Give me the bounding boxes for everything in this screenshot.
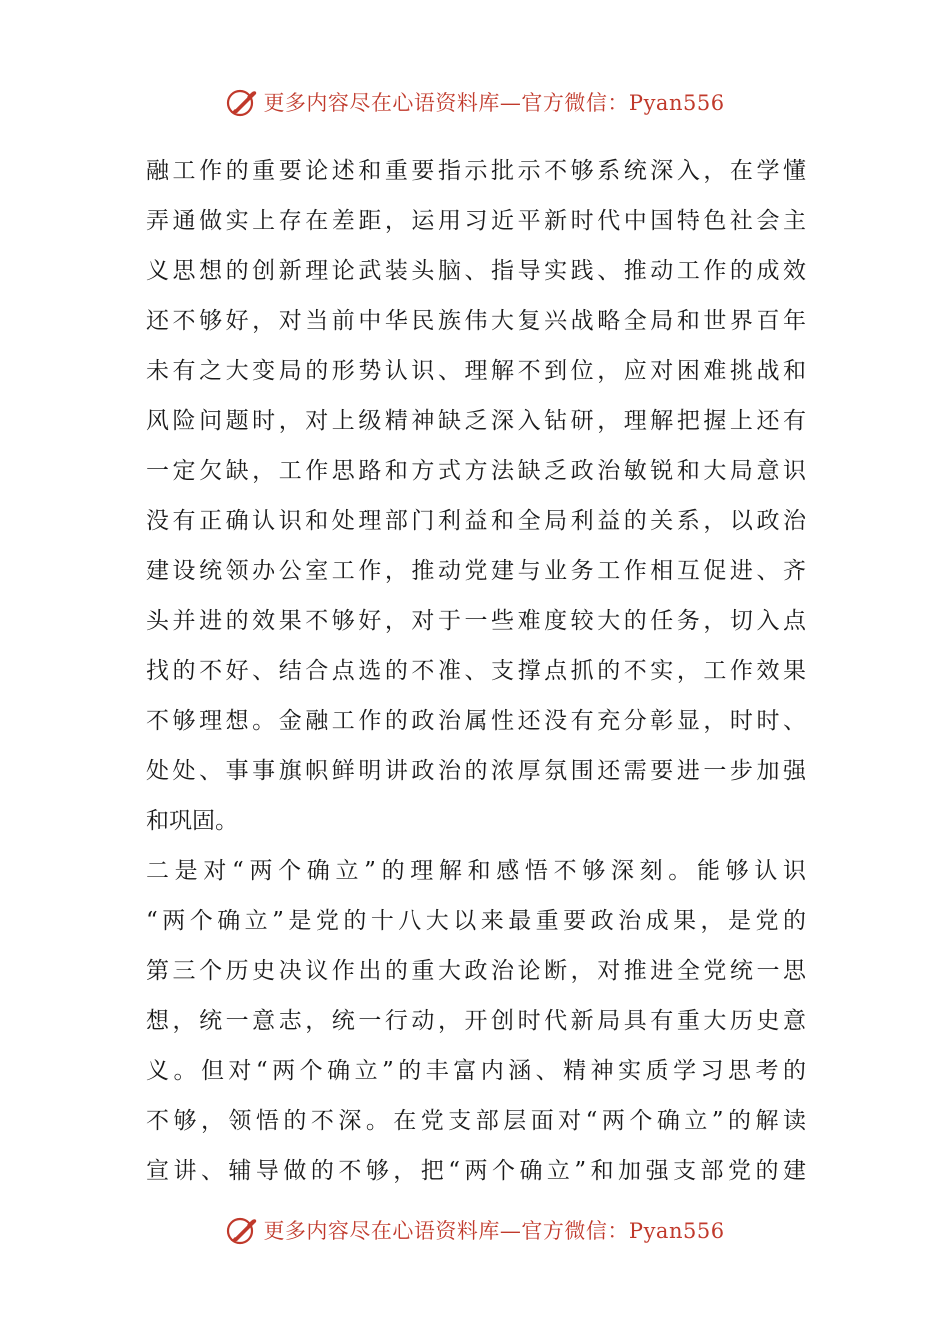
body-line-section-heading: 二是对“两个确立”的理解和感悟不够深刻。能够认识 bbox=[146, 858, 806, 884]
body-line: 不够理想。金融工作的政治属性还没有充分彰显，时时、 bbox=[146, 708, 806, 734]
body-line: 第三个历史决议作出的重大政治论断，对推进全党统一思 bbox=[146, 958, 806, 984]
header-banner-text: 更多内容尽在心语资料库—官方微信：Pyan556 bbox=[263, 91, 725, 115]
header-watermark-banner bbox=[0, 82, 950, 122]
body-line: 建设统领办公室工作，推动党建与业务工作相互促进、齐 bbox=[146, 558, 806, 584]
body-line: 宣讲、辅导做的不够，把“两个确立”和加强支部党的建 bbox=[146, 1158, 806, 1184]
body-line: 头并进的效果不够好，对于一些难度较大的任务，切入点 bbox=[146, 608, 806, 634]
body-line: 不够，领悟的不深。在党支部层面对“两个确立”的解读 bbox=[146, 1108, 806, 1134]
body-line: 融工作的重要论述和重要指示批示不够系统深入，在学懂 bbox=[146, 158, 806, 184]
footer-banner-text: 更多内容尽在心语资料库—官方微信：Pyan556 bbox=[263, 1219, 725, 1243]
body-line: 没有正确认识和处理部门利益和全局利益的关系，以政治 bbox=[146, 508, 806, 534]
quill-logo-icon bbox=[225, 85, 259, 119]
quill-logo-icon bbox=[225, 1213, 259, 1247]
body-line: 还不够好，对当前中华民族伟大复兴战略全局和世界百年 bbox=[146, 308, 806, 334]
body-line: 一定欠缺，工作思路和方式方法缺乏政治敏锐和大局意识 bbox=[146, 458, 806, 484]
body-line: 未有之大变局的形势认识、理解不到位，应对困难挑战和 bbox=[146, 358, 806, 384]
document-body bbox=[146, 146, 806, 1196]
body-line: 想，统一意志，统一行动，开创时代新局具有重大历史意 bbox=[146, 1008, 806, 1034]
body-line: 弄通做实上存在差距，运用习近平新时代中国特色社会主 bbox=[146, 208, 806, 234]
body-line: 义。但对“两个确立”的丰富内涵、精神实质学习思考的 bbox=[146, 1058, 806, 1084]
body-line: 找的不好、结合点选的不准、支撑点抓的不实，工作效果 bbox=[146, 658, 806, 684]
body-line: “两个确立”是党的十八大以来最重要政治成果，是党的 bbox=[146, 908, 806, 934]
body-line-paragraph-end: 和巩固。 bbox=[146, 808, 238, 834]
body-line: 处处、事事旗帜鲜明讲政治的浓厚氛围还需要进一步加强 bbox=[146, 758, 806, 784]
body-line: 风险问题时，对上级精神缺乏深入钻研，理解把握上还有 bbox=[146, 408, 806, 434]
footer-watermark-banner bbox=[0, 1210, 950, 1250]
body-line: 义思想的创新理论武装头脑、指导实践、推动工作的成效 bbox=[146, 258, 806, 284]
